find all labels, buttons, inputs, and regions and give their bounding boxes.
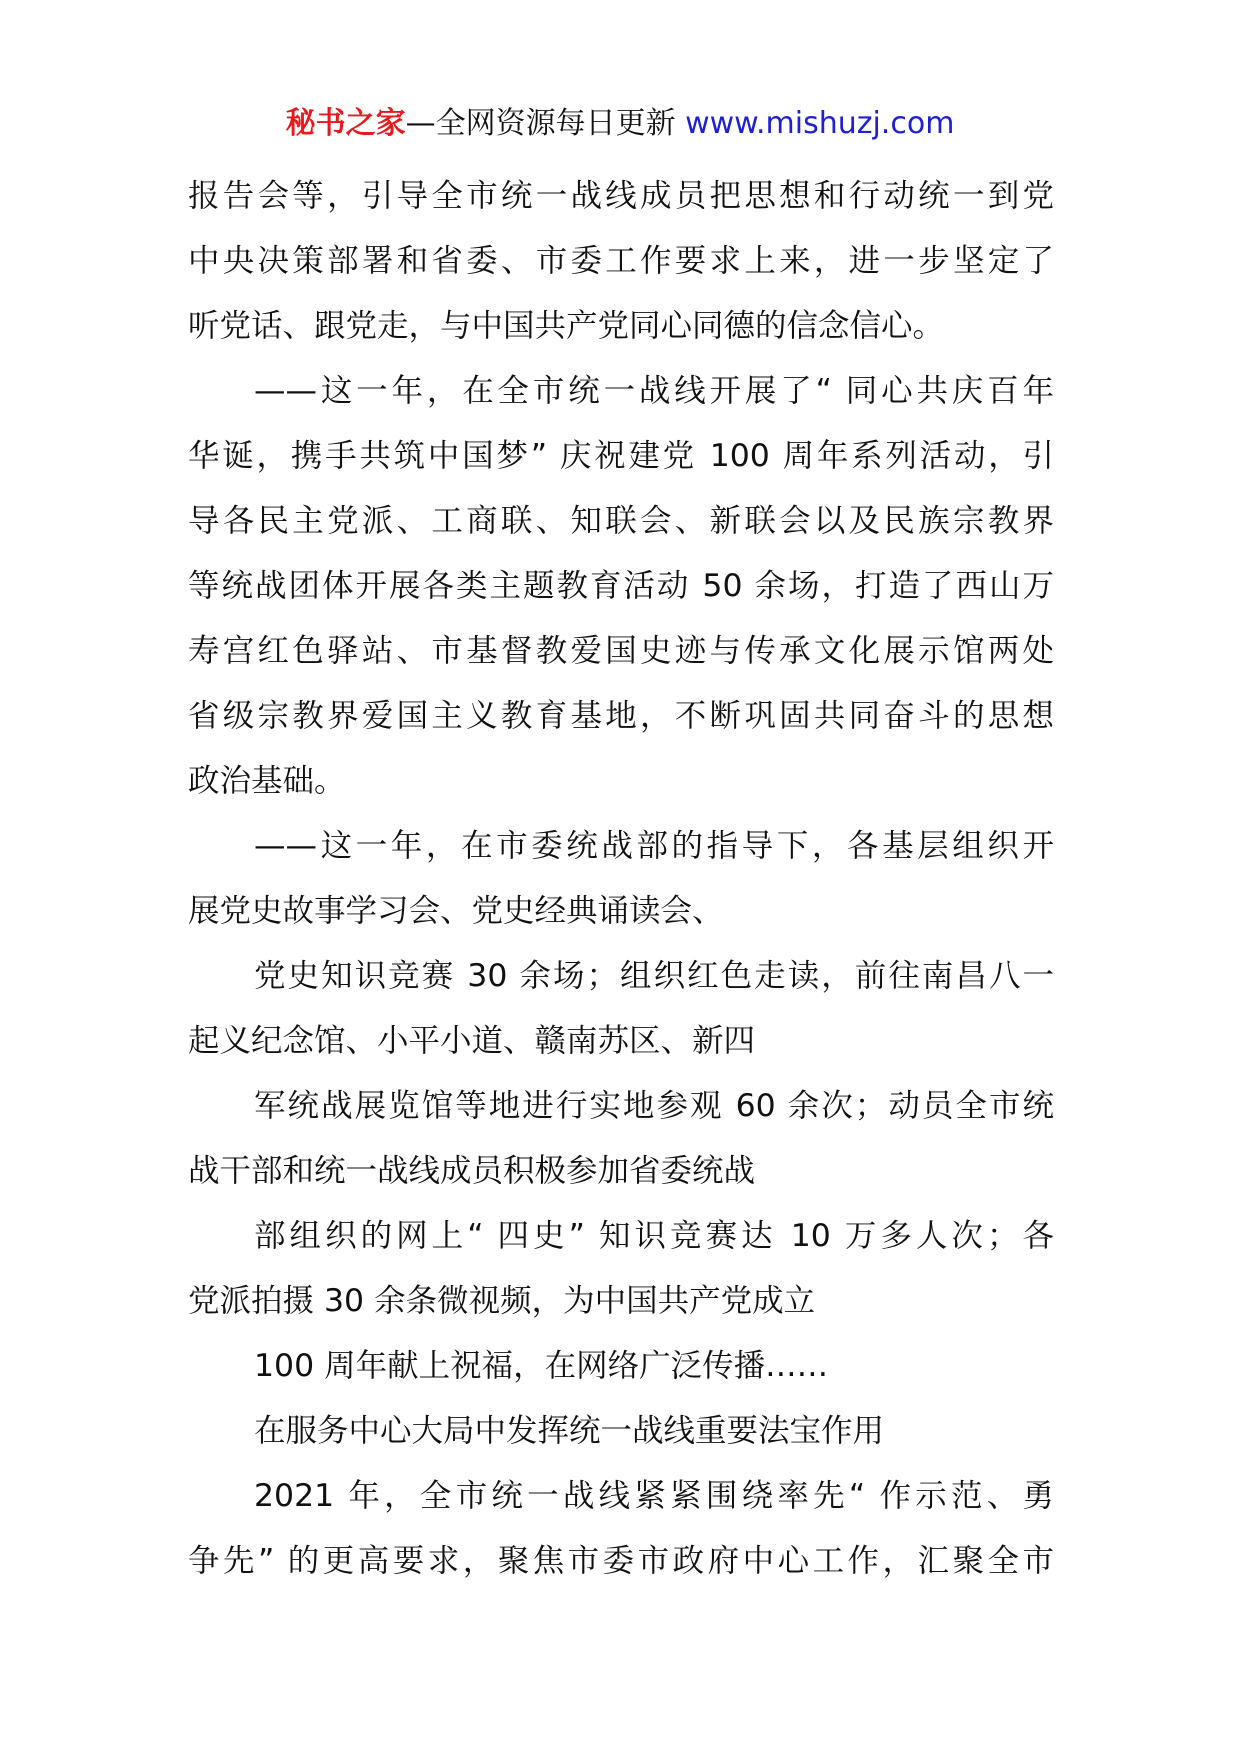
paragraph-line: 争先” 的更高要求，聚焦市委市政府中心工作，汇聚全市 <box>188 1543 1054 1579</box>
section-heading: 在服务中心大局中发挥统一战线重要法宝作用 <box>254 1413 885 1449</box>
paragraph-line: 中央决策部署和省委、市委工作要求上来，进一步坚定了 <box>188 243 1054 279</box>
paragraph-line: 2021 年，全市统一战线紧紧围绕率先“ 作示范、勇 <box>254 1478 1054 1514</box>
site-link[interactable]: www.mishuzj.com <box>675 106 955 141</box>
paragraph-line: 寿宫红色驿站、市基督教爱国史迹与传承文化展示馆两处 <box>188 633 1054 669</box>
paragraph-line: 展党史故事学习会、党史经典诵读会、 <box>188 893 724 929</box>
paragraph-line: 部组织的网上“ 四史” 知识竞赛达 10 万多人次；各 <box>254 1218 1054 1254</box>
paragraph-line: 起义纪念馆、小平小道、赣南苏区、新四 <box>188 1023 756 1059</box>
paragraph-line: 听党话、跟党走，与中国共产党同心同德的信念信心。 <box>188 308 945 344</box>
paragraph-line: 等统战团体开展各类主题教育活动 50 余场，打造了西山万 <box>188 568 1054 604</box>
paragraph-line: 华诞，携手共筑中国梦” 庆祝建党 100 周年系列活动，引 <box>188 438 1054 474</box>
paragraph-line: 党史知识竞赛 30 余场；组织红色走读，前往南昌八一 <box>254 958 1054 994</box>
paragraph-line: 省级宗教界爱国主义教育基地，不断巩固共同奋斗的思想 <box>188 698 1054 734</box>
paragraph-line: 政治基础。 <box>188 763 346 799</box>
paragraph-line: 战干部和统一战线成员积极参加省委统战 <box>188 1153 756 1189</box>
paragraph-line: 导各民主党派、工商联、知联会、新联会以及民族宗教界 <box>188 503 1054 539</box>
document-body <box>188 164 1054 1594</box>
header-tagline: —全网资源每日更新 <box>405 106 676 141</box>
paragraph-line: ——这一年，在市委统战部的指导下，各基层组织开 <box>254 828 1054 864</box>
brand-name: 秘书之家 <box>285 106 406 141</box>
page-header <box>0 102 1240 146</box>
paragraph-line: 报告会等，引导全市统一战线成员把思想和行动统一到党 <box>188 178 1054 214</box>
paragraph-line: 党派拍摄 30 余条微视频，为中国共产党成立 <box>188 1283 816 1319</box>
paragraph-line: 军统战展览馆等地进行实地参观 60 余次；动员全市统 <box>254 1088 1054 1124</box>
paragraph-line: ——这一年，在全市统一战线开展了“ 同心共庆百年 <box>254 373 1054 409</box>
paragraph-line: 100 周年献上祝福，在网络广泛传播…… <box>254 1348 829 1384</box>
